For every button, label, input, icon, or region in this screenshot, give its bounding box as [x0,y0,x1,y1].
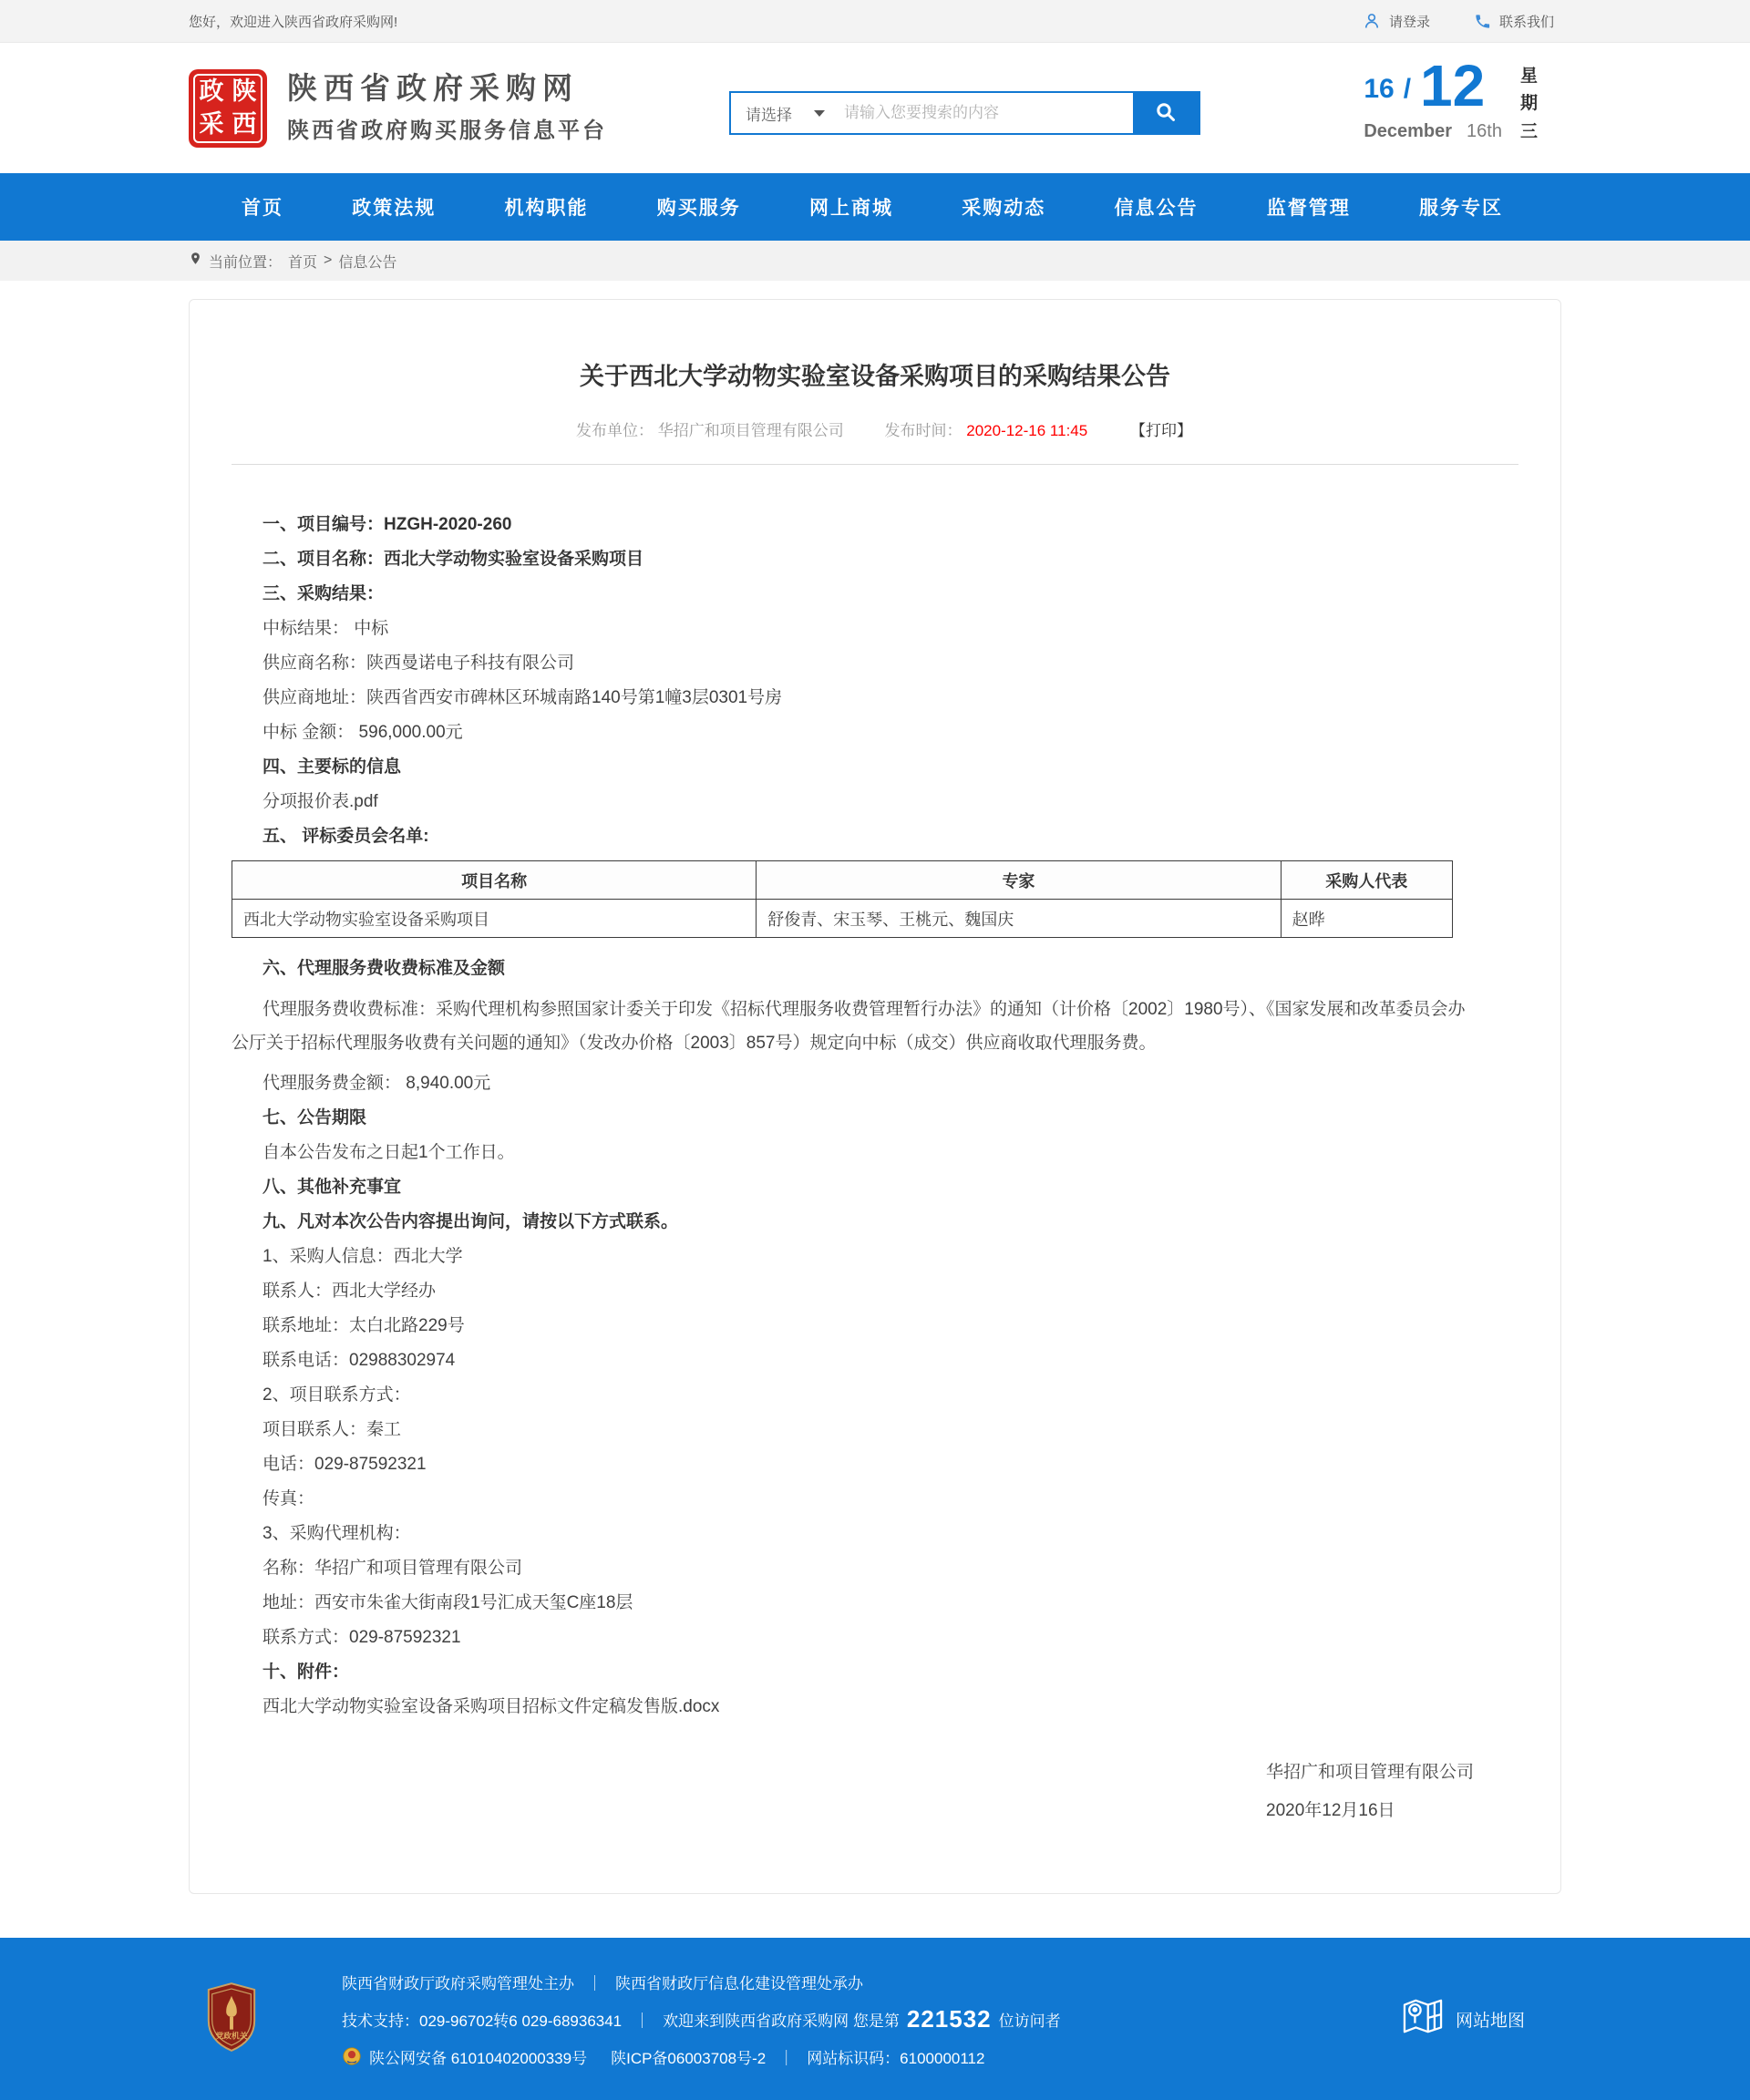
phone-icon [1474,13,1491,30]
nav-item-2[interactable]: 机构职能 [504,198,589,219]
date-widget [1364,53,1538,146]
breadcrumb-separator: > [324,252,333,268]
breadcrumb-label: 当前位置： [209,254,283,271]
article-line-b-7: 1、采购人信息：西北大学 [262,1247,463,1266]
article-line-a-7: 四、主要标的信息 [262,757,402,777]
nav-item-5[interactable]: 采购动态 [962,198,1046,219]
publish-time-label: 发布时间： [884,422,962,439]
main-nav [0,173,1750,241]
site-subtitle: 陕西省政府购买服务信息平台 [287,118,607,144]
logo-char: 陕 [232,77,257,105]
publisher-value: 华招广和项目管理有限公司 [657,422,844,439]
search-box [729,91,1200,135]
site-code: 网站标识码：6100000112 [807,2049,985,2067]
article-line-b-18: 联系方式：029-87592321 [262,1628,461,1647]
article-line-b-11: 2、项目联系方式： [262,1385,411,1405]
committee-table [232,860,1453,938]
nav-item-1[interactable]: 政策法规 [352,198,437,219]
footer-line-2 [342,2005,1061,2033]
article-line-b-12: 项目联系人：秦工 [262,1420,402,1439]
date-sub [1364,121,1502,142]
government-badge-icon [203,1982,260,2057]
footer-co-host: 陕西省财政厅信息化建设管理处承办 [615,1974,863,1992]
article-line-b-10: 联系电话：02988302974 [262,1351,456,1370]
site-titles [287,72,607,144]
topbar-links [1363,12,1554,31]
footer [0,1938,1750,2100]
location-pin-icon [189,250,202,272]
date-month-name: December [1364,121,1453,142]
footer-welcome: 欢迎来到陕西省政府采购网 您是第 [663,2012,900,2030]
breadcrumb-home[interactable]: 首页 [288,254,318,271]
meta-divider [232,464,1518,465]
footer-line-1 [342,1971,1061,1993]
article-line-b-16: 名称：华招广和项目管理有限公司 [262,1559,523,1578]
breadcrumb-bar [0,241,1750,281]
publish-time-value: 2020-12-16 11:45 [966,422,1088,439]
signature-block [1266,1762,1518,1822]
sitemap-label: 网站地图 [1455,2011,1525,2031]
date-slash: / [1403,74,1412,105]
breadcrumb-current[interactable]: 信息公告 [338,254,397,271]
site-title: 陕西省政府采购网 [287,70,579,105]
search-category-select[interactable] [731,93,842,133]
article-line-a-4: 供应商名称：陕西曼诺电子科技有限公司 [262,654,575,673]
article-line-b-6: 九、凡对本次公告内容提出询问，请按以下方式联系。 [262,1212,679,1231]
article-body [232,514,1518,1822]
article-line-a-8[interactable]: 分项报价表.pdf [262,792,378,811]
login-label: 请登录 [1388,14,1430,30]
icp-beian[interactable]: 陕ICP备06003708号-2 [611,2049,767,2067]
article-line-b-15: 3、采购代理机构： [262,1524,411,1543]
article-line-a-2: 三、采购结果： [262,584,385,603]
table-row-0 [232,900,1453,938]
footer-separator: ｜ [634,2012,651,2030]
police-badge-icon [342,2046,362,2066]
article-line-b-0: 六、代理服务费收费标准及金额 [262,959,506,978]
footer-text [342,1971,1061,2068]
footer-visitor-suffix: 位访问者 [998,2012,1061,2030]
article-line-b-14: 传真： [262,1489,315,1508]
footer-host: 陕西省财政厅政府采购管理处主办 [342,1974,574,1992]
nav-item-7[interactable]: 监督管理 [1266,198,1351,219]
article-line-b-20[interactable]: 西北大学动物实验室设备采购项目招标文件定稿发售版.docx [262,1697,720,1716]
search-icon [1155,101,1177,126]
article-meta [232,417,1518,440]
main-content [0,299,1750,1938]
footer-separator: ｜ [778,2049,795,2067]
table-cell-0-2: 赵晔 [1281,900,1452,938]
search-category-value: 请选择 [746,106,792,124]
login-link[interactable] [1363,12,1430,31]
table-header-0: 项目名称 [232,861,757,900]
contact-link[interactable] [1474,12,1554,31]
footer-support: 技术支持：029-96702转6 029-68936341 [342,2012,623,2030]
table-cell-0-0: 西北大学动物实验室设备采购项目 [232,900,757,938]
weekday-char: 期 [1519,94,1538,114]
nav-item-6[interactable]: 信息公告 [1114,198,1199,219]
map-icon [1402,1997,1444,2041]
article-line-b-1: 代理服务费收费标准：采购代理机构参照国家计委关于印发《招标代理服务收费管理暂行办法》的通知（计价格〔2002〕1980号）、《国家发展和改革委员会办公厅关于招标代理服务收费有关问题的通知》（发改办价格〔2003〕857号）规定向中标（成交）供应商收取代理服务费。 [232,1000,1466,1053]
visitor-count: 221532 [906,2004,992,2033]
article-line-a-6: 中标 金额： 596,000.00元 [262,723,463,742]
logo-char: 政 [199,77,224,105]
signature-date: 2020年12月16日 [1266,1801,1395,1820]
nav-item-4[interactable]: 网上商城 [809,198,893,219]
article-line-a-9: 五、 评标委员会名单: [262,827,429,846]
date-ordinal: 16th [1467,121,1502,142]
nav-item-0[interactable]: 首页 [242,198,283,219]
date-month: 12 [1420,53,1486,118]
topbar [0,0,1750,43]
welcome-text: 您好，欢迎进入陕西省政府采购网! [189,14,398,30]
date-weekday [1520,63,1538,146]
article-title: 关于西北大学动物实验室设备采购项目的采购结果公告 [580,363,1170,390]
breadcrumb [189,241,1561,281]
article-line-a-0: 一、项目编号：HZGH-2020-260 [262,515,512,534]
user-icon [1363,12,1381,30]
signature-company: 华招广和项目管理有限公司 [1266,1763,1475,1782]
sitemap-link[interactable] [1402,1997,1525,2041]
article-line-b-17: 地址：西安市朱雀大街南段1号汇成天玺C座18层 [262,1593,633,1612]
article-line-b-4: 自本公告发布之日起1个工作日。 [262,1143,515,1162]
article-line-b-2: 代理服务费金额： 8,940.00元 [262,1074,491,1093]
article-line-b-8: 联系人：西北大学经办 [262,1282,437,1301]
nav-item-8[interactable]: 服务专区 [1419,198,1503,219]
header [0,43,1750,173]
weekday-char: 星 [1519,67,1538,86]
search-input[interactable] [842,93,1133,133]
print-button[interactable]: 【打印】 [1129,422,1192,439]
announcement-card [189,299,1561,1894]
weekday-char: 三 [1519,121,1538,141]
article-line-b-19: 十、附件： [262,1662,350,1682]
police-beian[interactable]: 陕公网安备 61010402000339号 [369,2049,588,2067]
chevron-down-icon [814,110,825,117]
search-button[interactable] [1133,93,1199,133]
publisher-label: 发布单位： [576,422,654,439]
date-day: 16 [1364,74,1395,105]
logo-stamp-grid [193,74,262,143]
article-line-b-3: 七、公告期限 [262,1108,367,1127]
logo-char: 西 [232,110,257,138]
logo-char: 采 [199,110,224,138]
svg-text:党政机关: 党政机关 [215,2030,248,2040]
contact-label: 联系我们 [1498,14,1554,30]
article-line-b-13: 电话：029-87592321 [262,1455,427,1474]
site-logo[interactable] [189,69,267,148]
table-header-2: 采购人代表 [1281,861,1452,900]
date-numbers [1364,53,1502,118]
footer-line-3 [342,2045,1061,2068]
footer-separator: ｜ [587,1974,602,1992]
article-line-b-9: 联系地址：太白北路229号 [262,1316,465,1335]
table-cell-0-1: 舒俊青、宋玉琴、王桃元、魏国庆 [757,900,1281,938]
article-line-a-1: 二、项目名称：西北大学动物实验室设备采购项目 [262,550,644,569]
article-line-a-3: 中标结果： 中标 [262,619,389,638]
table-header-1: 专家 [757,861,1281,900]
article-line-a-5: 供应商地址：陕西省西安市碑林区环城南路140号第1幢3层0301号房 [262,688,783,707]
nav-item-3[interactable]: 购买服务 [656,198,741,219]
article-line-b-5: 八、其他补充事宜 [262,1178,402,1197]
